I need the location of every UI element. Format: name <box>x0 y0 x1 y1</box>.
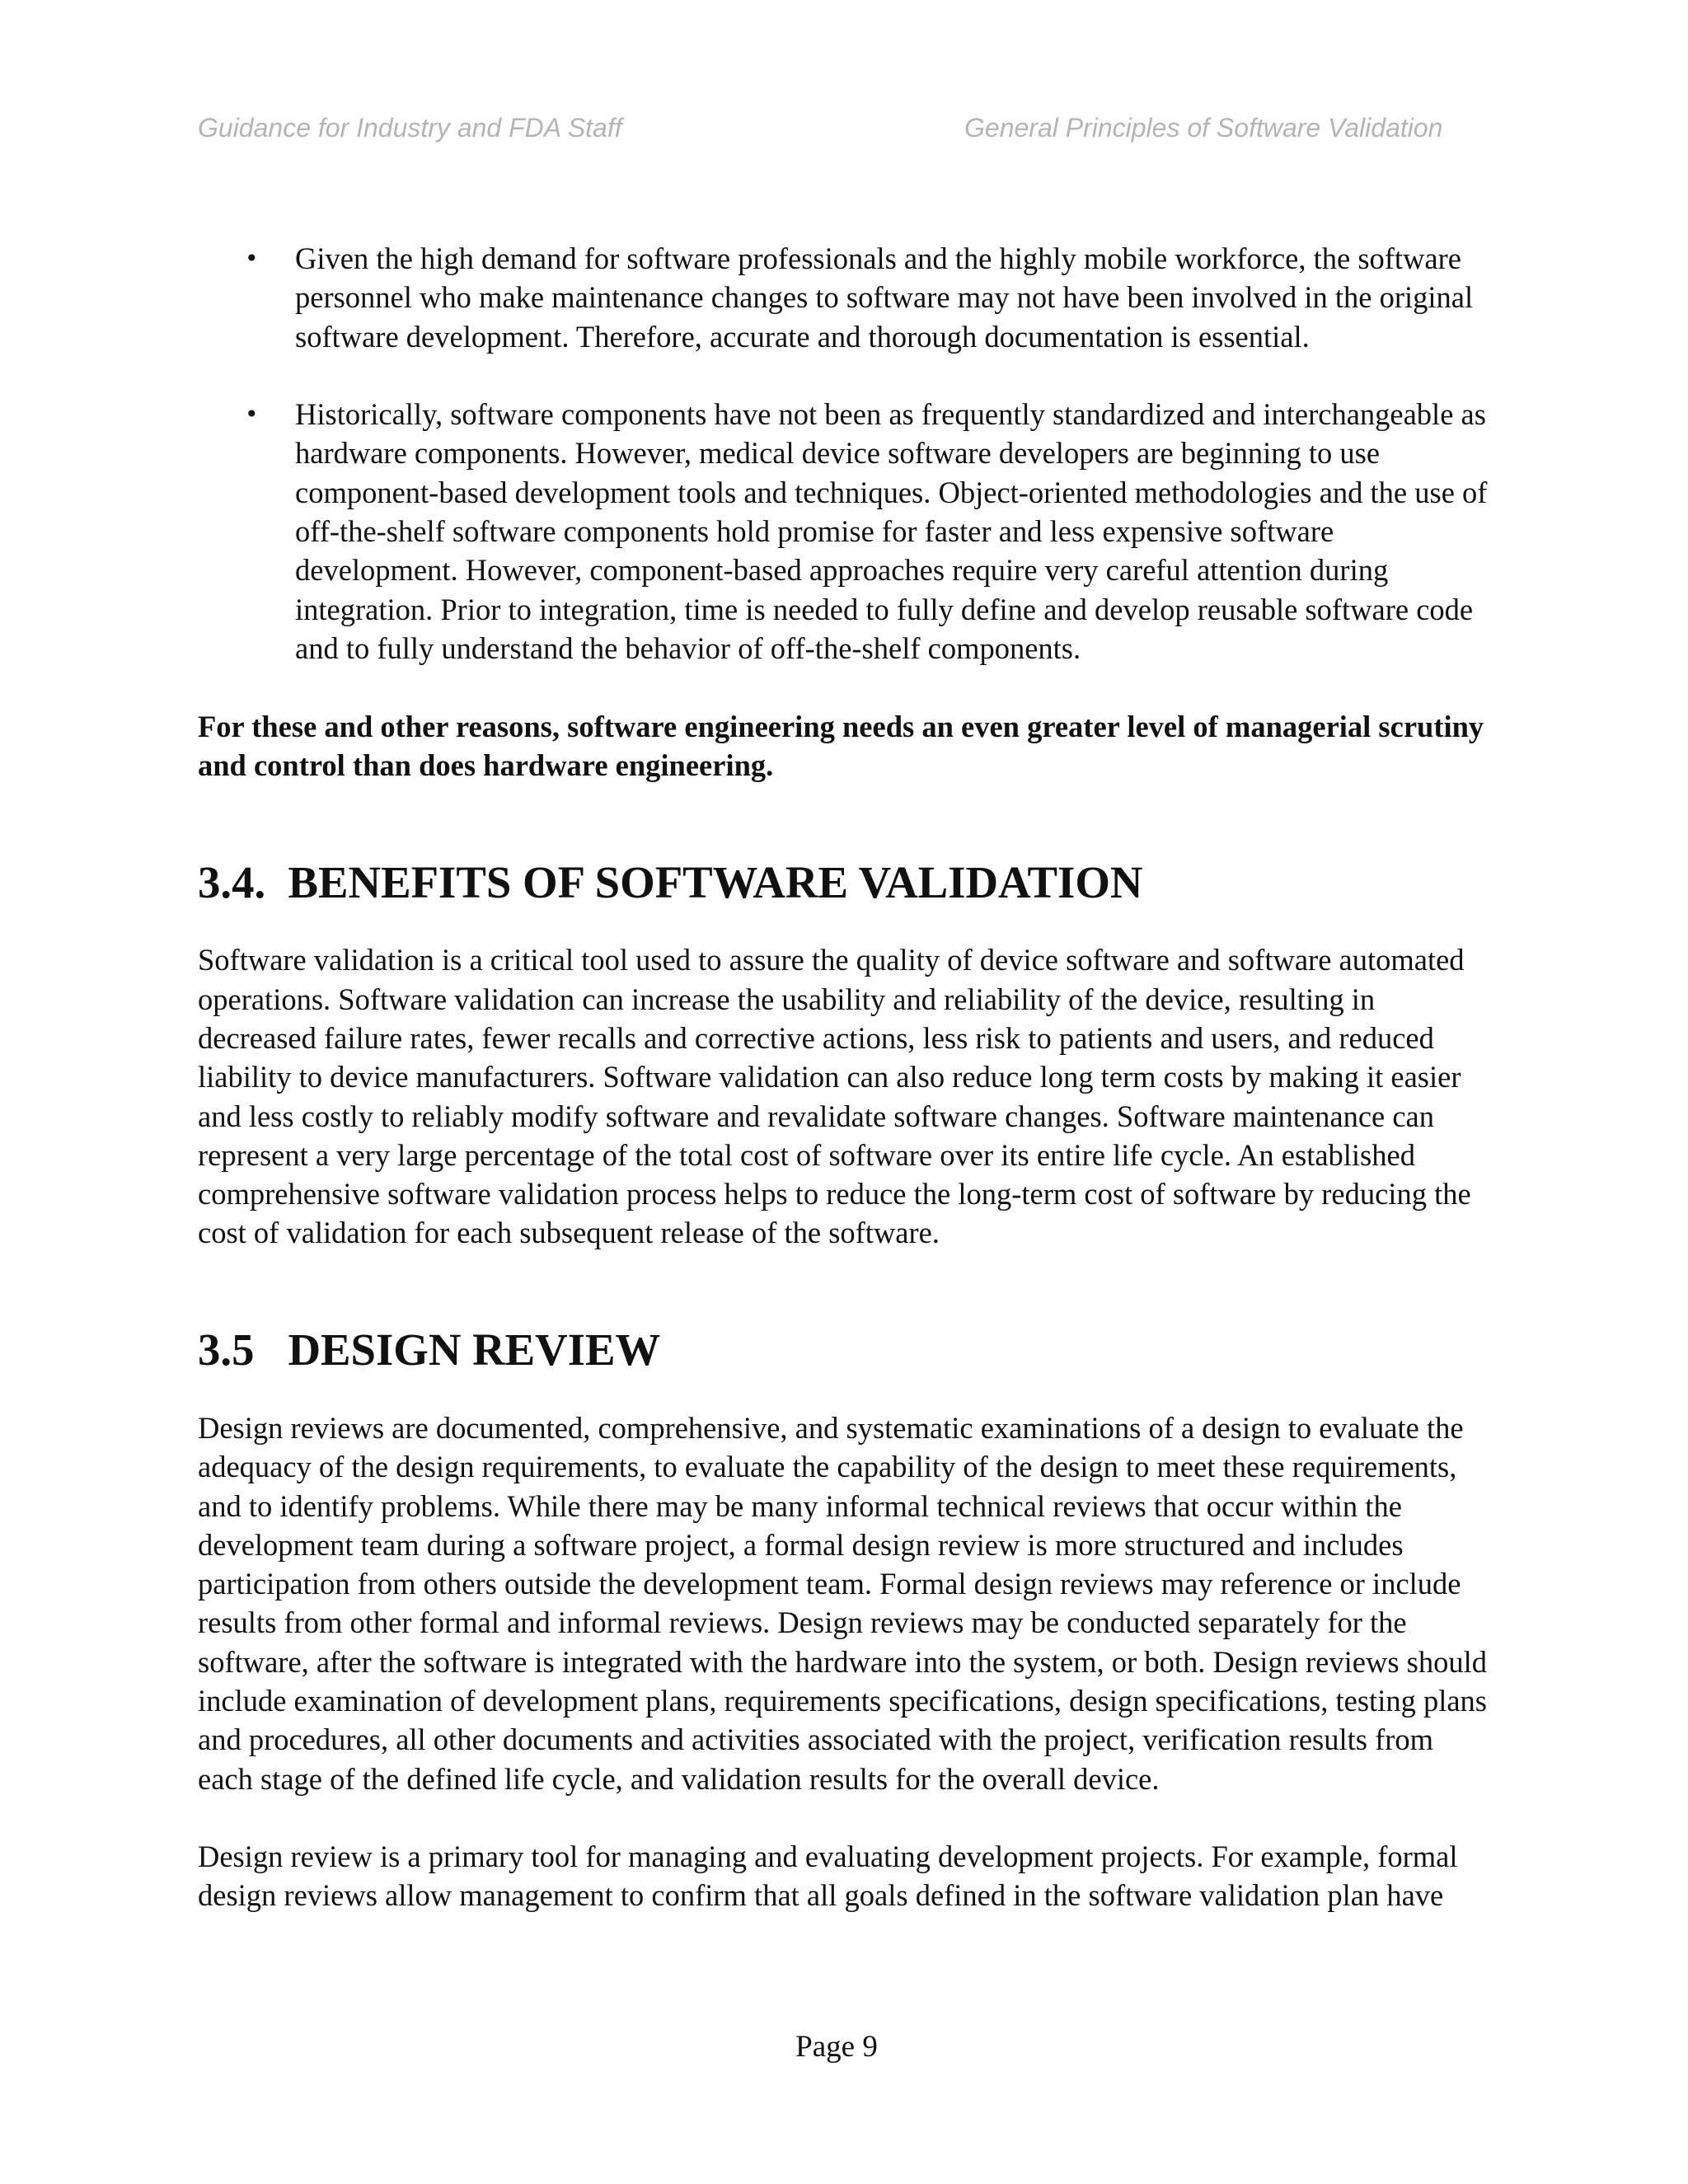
bullet-icon: • <box>245 245 259 272</box>
section-heading-3-4: 3.4. BENEFITS OF SOFTWARE VALIDATION <box>198 856 1143 907</box>
page-body <box>198 239 1492 1915</box>
bullet-text: Historically, software components have not been as frequently standardized and interchangeable as hardware components. However, medical device software developers are beginning to use component-based development tools and techniques. Object-oriented methodologies and the use of off-the-shelf software components hold promise for faster and less expensive software development. However, component-based approaches require very careful attention during integration. Prior to integration, time is needed to fully define and develop reusable software code and to fully understand the behavior of off-the-shelf components. <box>295 397 1488 665</box>
section-heading-3-5: 3.5 DESIGN REVIEW <box>198 1324 661 1376</box>
list-item <box>198 395 1492 668</box>
section-3-5-paragraph-2: Design review is a primary tool for managing and evaluating development projects. For example, formal design reviews allow management to confirm that all goals defined in the software validation plan have <box>198 1840 1458 1913</box>
list-item <box>198 239 1492 356</box>
spacer <box>198 902 1492 940</box>
bullet-list <box>198 239 1492 668</box>
bullet-icon: • <box>245 401 259 429</box>
spacer <box>198 1370 1492 1408</box>
section-3-4-paragraph: Software validation is a critical tool used to assure the quality of device software and software automated operations. Software validation can increase the usability and reliability of the device, resulting in decreased failure rates, fewer recalls and corrective actions, less risk to patients and users, and reduced liability to device manufacturers. Software validation can also reduce long term costs by making it easier and less costly to reliably modify software and revalidate software changes. Software maintenance can represent a very large percentage of the total cost of software over its entire life cycle. An established comprehensive software validation process helps to reduce the long-term cost of software by reducing the cost of validation for each subsequent release of the software. <box>198 943 1471 1250</box>
spacer <box>198 1798 1492 1837</box>
section-3-5-paragraph-1: Design reviews are documented, comprehensive, and systematic examinations of a design to evaluate the adequacy of the design requirements, to evaluate the capability of the design to meet these requirements, and to identify problems. While there may be many informal technical reviews that occur within the development team during a software project, a formal design review is more structured and includes participation from others outside the development team. Formal design reviews may reference or include results from other formal and informal reviews. Design reviews may be conducted separately for the software, after the software is integrated with the hardware into the system, or both. Design reviews should include examination of development plans, requirements specifications, design specifications, testing plans and procedures, all other documents and activities associated with the project, verification results from each stage of the defined life cycle, and validation results for the overall device. <box>198 1410 1488 1796</box>
spacer <box>198 1253 1492 1331</box>
running-header-right: General Principles of Software Validation <box>964 113 1443 143</box>
conclusion-paragraph: For these and other reasons, software engineering needs an even greater level of managerial scrutiny and control than does hardware engineering. <box>198 709 1484 782</box>
page-number: Page 9 <box>795 2030 878 2064</box>
spacer <box>198 785 1492 863</box>
bullet-text: Given the high demand for software professionals and the highly mobile workforce, the software personnel who make maintenance changes to software may not have been involved in the original software development. Therefore, accurate and thorough documentation is essential. <box>295 241 1474 354</box>
running-header-left: Guidance for Industry and FDA Staff <box>198 113 622 143</box>
